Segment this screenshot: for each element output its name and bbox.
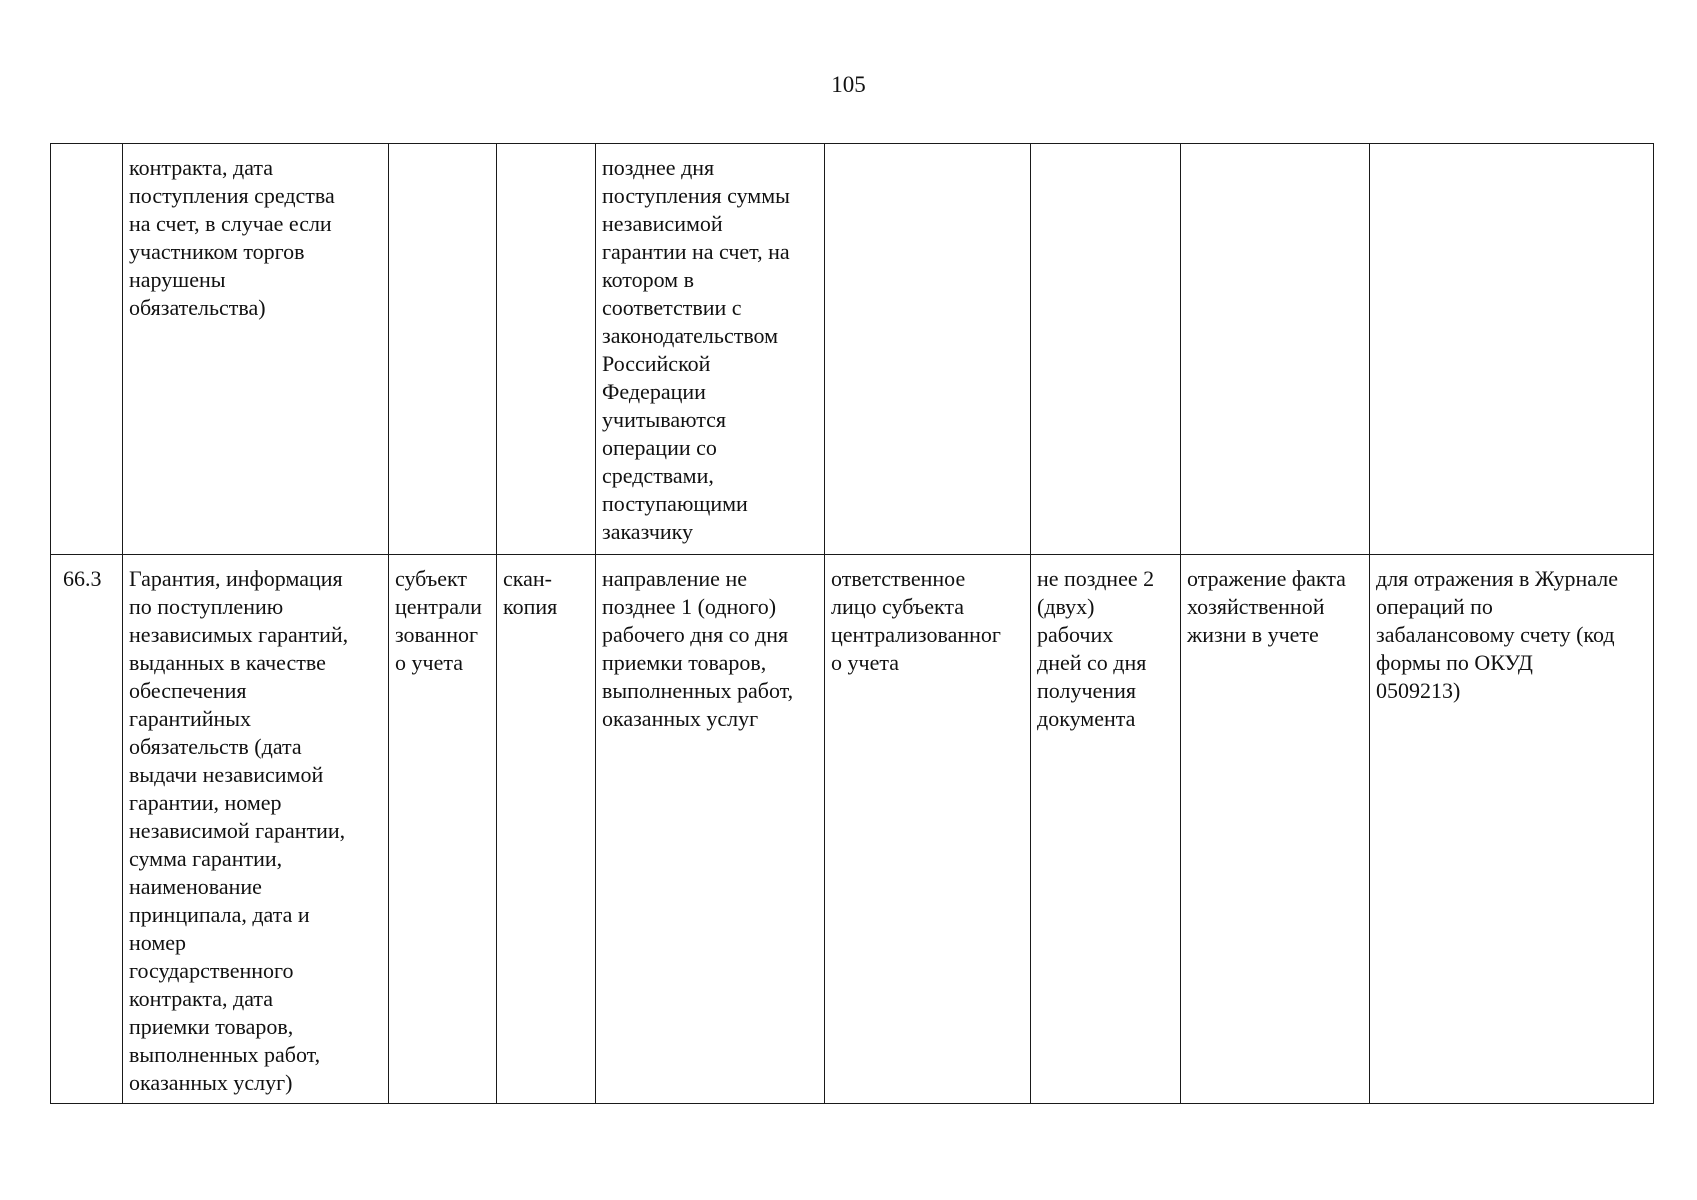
document-form-cell [497,144,596,555]
processing-term-cell [1031,144,1181,555]
recipient-cell [825,144,1031,555]
purpose-cell [1181,144,1370,555]
document-description-cell: Гарантия, информация по поступлению независимых гарантий, выданных в качестве обеспечения гарантийных обязательств (дата выдачи независимой гарантии, номер независимой гарантии, сумма гарантии, наименование принципала, дата и номер государственного контракта, дата приемки товаров, выполненных работ, оказанных услуг) [123,555,389,1104]
submission-term-cell: позднее дня поступления суммы независимой гарантии на счет, на котором в соответствии с законодательством Российской Федерации учитываются операции со средствами, поступающими заказчику [596,144,825,555]
row-number-cell: 66.3 [51,555,123,1104]
row-number-cell [51,144,123,555]
processing-term-cell: не позднее 2 (двух) рабочих дней со дня получения документа [1031,555,1181,1104]
page-number: 105 [831,72,866,97]
purpose-cell: отражение факта хозяйственной жизни в учете [1181,555,1370,1104]
document-description-cell: контракта, дата поступления средства на счет, в случае если участником торгов нарушены обязательства) [123,144,389,555]
table-row-continuation [51,144,1654,555]
register-cell: для отражения в Журнале операций по забалансовому счету (код формы по ОКУД 0509213) [1370,555,1654,1104]
responsible-subject-cell [389,144,497,555]
recipient-cell: ответственное лицо субъекта централизованног о учета [825,555,1031,1104]
table-row-66-3 [51,555,1654,1104]
responsible-subject-cell: субъект централи зованног о учета [389,555,497,1104]
document-table [50,143,1654,1104]
document-form-cell: скан- копия [497,555,596,1104]
submission-term-cell: направление не позднее 1 (одного) рабочего дня со дня приемки товаров, выполненных работ, оказанных услуг [596,555,825,1104]
register-cell [1370,144,1654,555]
